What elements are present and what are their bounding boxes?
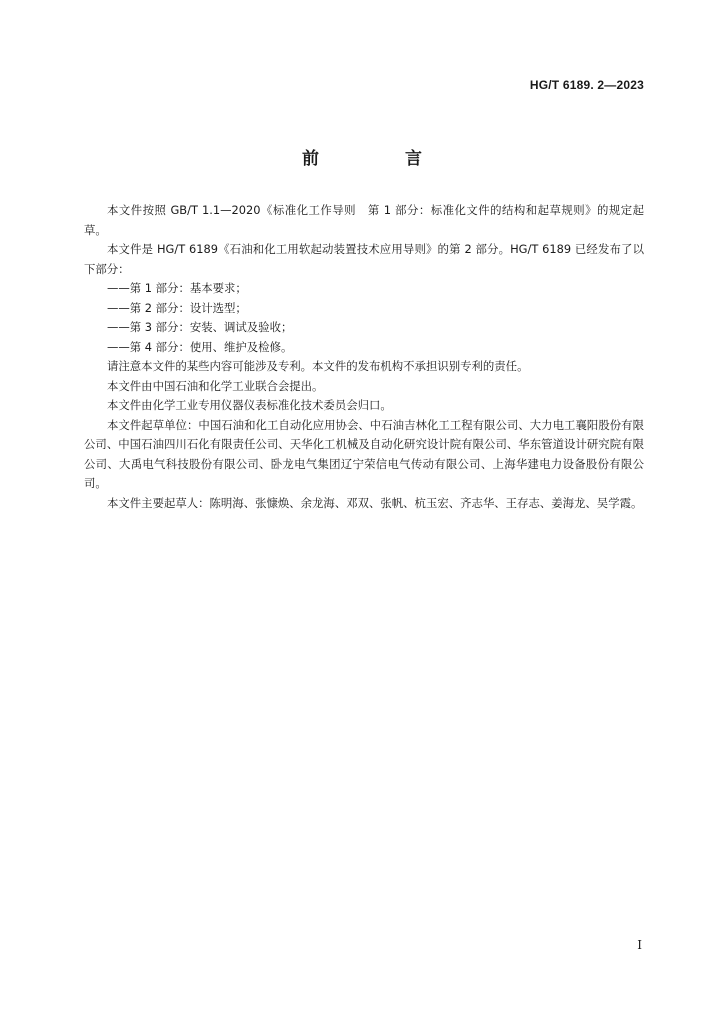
list-item-part-1: ——第 1 部分：基本要求； — [107, 281, 247, 295]
paragraph-proposer: 本文件由中国石油和化学工业联合会提出。 — [107, 378, 324, 393]
page-number: Ⅰ — [637, 938, 642, 952]
standard-number: HG/T 6189. 2—2023 — [529, 78, 644, 92]
paragraph-committee: 本文件由化学工业专用仪器仪表标准化技术委员会归口。 — [107, 398, 392, 412]
page-title: 前 言 — [302, 149, 462, 169]
list-item-part-4: ——第 4 部分：使用、维护及检修。 — [107, 339, 293, 354]
paragraph-drafters: 本文件主要起草人：陈明海、张慷焕、余龙海、邓双、张帆、杭玉宏、齐志华、王存志、姜海龙、吴学霞。 — [107, 495, 643, 510]
paragraph-drafting-rules: 本文件按照 GB/T 1.1—2020《标准化工作导则 第 1 部分：标准化文件的结构和起草规则》的规定起草。 — [84, 203, 644, 237]
paragraph-parts-intro: 本文件是 HG/T 6189《石油和化工用软起动装置技术应用导则》的第 2 部分。HG/T 6189 已经发布了以下部分： — [84, 242, 644, 276]
paragraph-patent-notice: 请注意本文件的某些内容可能涉及专利。本文件的发布机构不承担识别专利的责任。 — [107, 359, 529, 373]
paragraph-drafting-units: 本文件起草单位：中国石油和化工自动化应用协会、中石油吉林化工工程有限公司、大力电工襄阳股份有限公司、中国石油四川石化有限责任公司、天华化工机械及自动化研究设计院有限公司、华东管道设计研究院有限公司、大禹电气科技股份有限公司、卧龙电气集团辽宁荣信电气传动有限公司、上海华建电力设备股份有限公司。 — [84, 417, 644, 490]
list-item-part-3: ——第 3 部分：安装、调试及验收； — [107, 320, 293, 334]
list-item-part-2: ——第 2 部分：设计选型； — [107, 300, 247, 315]
foreword-body — [84, 201, 644, 513]
